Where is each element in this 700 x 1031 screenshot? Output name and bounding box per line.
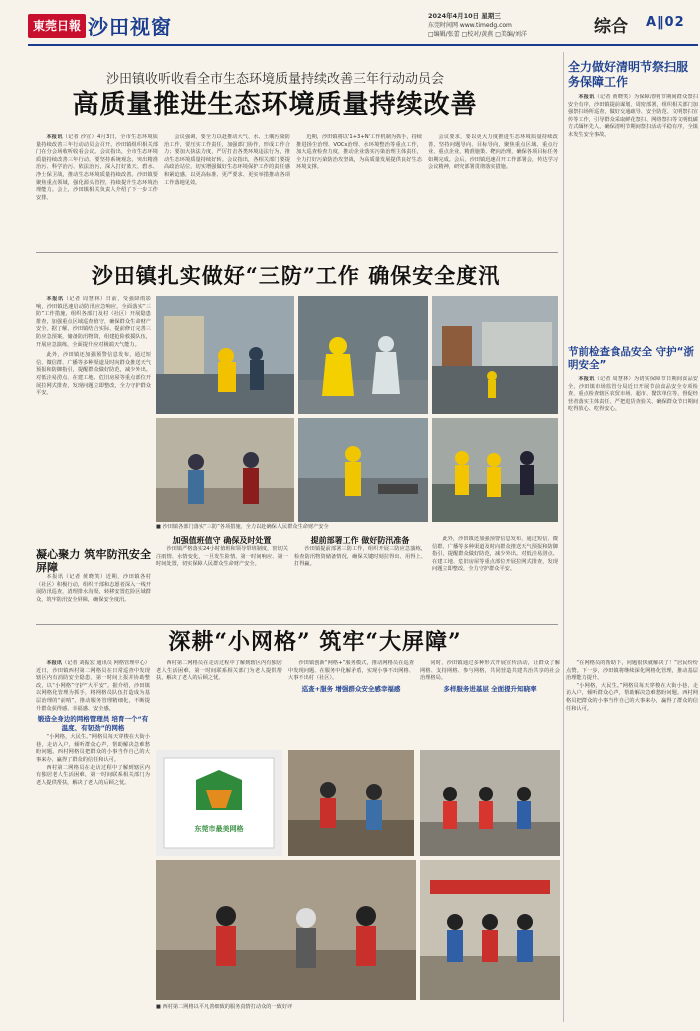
- article2-text-3: 本报讯（记者 黄晓笑）近期，沙田镇各村（社区）积极行动，组织干部和志愿者深入一线开展防汛巡查，清理排水沟渠，转移安置危险区域群众，筑牢防汛安全屏障，确保安全度汛。: [36, 574, 151, 603]
- page-indicator: [594, 12, 698, 38]
- photo-raincoat-workers: [298, 296, 428, 414]
- article3-byline: 本报讯: [46, 660, 62, 666]
- sidebar-title-2: 节前检查食品安全 守护“浙明安全”: [568, 346, 695, 371]
- article1-column-4: [428, 134, 558, 250]
- article1-column-2: [164, 134, 290, 250]
- article1-headline: 高质量推进生态环境质量持续改善: [72, 90, 478, 120]
- article1-text-2: 会议强调，要全力以赴推动大气、水、土壤污染防治工作，要压实工作责任，加强部门协作，形成工作合力；要加大执法力度，严厉打击各类环境违法行为，推动生态环境质量持续好转。会议指出，各相关部门要提高政治站位，切实增强做好生态环境保护工作的责任感和紧迫感，以更高标准、更严要求、更实举措推动各项工作落地见效。: [164, 134, 290, 186]
- publication-date: 2024年4月10日 星期三: [428, 12, 501, 20]
- article2-text-6: 此外，沙田镇还加强预警信息发布，通过短信、微信群、广播等多种渠道及时向群众推送天气预报和防御指引，提醒群众做好防范，减少外出。对低洼易涝点、在建工地、危旧房屋等重点部位开展拉网式排查，发现问题立即整改，全力守护群众平安。: [432, 536, 558, 573]
- article2-column-3: [294, 536, 426, 622]
- article2-subhead-3: 提前部署工作 做好防汛准备: [310, 536, 410, 545]
- newspaper-logo: 東莞日報: [28, 14, 86, 38]
- photo-grid-elderly: [156, 860, 416, 1000]
- article3-column-1: [36, 660, 150, 1020]
- sidebar-byline-2: 本报讯: [578, 376, 595, 382]
- article1-byline: 本报讯: [46, 134, 63, 140]
- photo-grid-visit: [288, 750, 414, 856]
- sidebar-body-1: [568, 94, 698, 340]
- article2-headline: 沙田镇扎实做好“三防”工作 确保安全度汛: [91, 263, 501, 288]
- article3-column-2: [156, 660, 282, 746]
- photo-street-rain: [432, 296, 558, 414]
- article3-subhead-3: 多样服务进基层 全面提升知晓率: [443, 684, 537, 693]
- article1-text-1: （记者 沙宣）4月3日，全市生态环境质量持续改善三年行动动员会召开。沙田镇组织相关部门在分会场收听收看会议。会议指出，全市生态环境质量持续改善三年行动，要坚持系统观念，突出精准治污、科学治污、依法治污，深入打好蓝天、碧水、净土保卫战，推动生态环境质量持续改善。沙田镇要聚焦重点领域，强化源头管控，持续提升生态环境治理能力。会上，沙田镇相关负责人介绍了下一步工作安排。: [36, 134, 158, 201]
- article3-headline: 深耕“小网格” 筑牢“大屏障”: [168, 629, 462, 655]
- article2-column-2: [156, 536, 288, 622]
- article1-text-3: 近期，沙田镇将以'1+3+N'工作机制为抓手，持续推进扬尘治理、VOCs治理、水环境整治等重点工作，加大巡查检查力度，推动企业落实污染治理主体责任，全力打好污染防治攻坚战，为高质量发展提供良好生态环境支撑。: [296, 134, 422, 171]
- article2-subhead-1: 凝心聚力 筑牢防汛安全屏障: [36, 548, 151, 574]
- article1-kicker: 沙田镇收听收看全市生态环境质量持续改善三年行动动员会: [105, 72, 444, 87]
- sidebar-text-2: （记者 周慧林）为切实保障节日期间食品安全，沙田镇市场监管分局近日开展节前食品安全专项检查，重点检查辖区农贸市场、超市、餐饮单位等，督促经营者落实主体责任，严把进货查验关，确保群众节日期间吃得放心、吃得安心。: [568, 376, 698, 413]
- article3-text-7: “小网格，大民生。”网格员每天穿梭在大街小巷，走访入户，倾听群众心声，帮助解决急难愁盼问题。西村网格员把群众的小事当作自己的大事来办，赢得了群众的信任和认可。: [566, 682, 698, 712]
- article1-column-1: [36, 134, 158, 250]
- article2-column-4: [432, 536, 558, 622]
- article3-column-3: [288, 660, 414, 746]
- article2-photo-caption: ■ 沙田镇各部门落实“三防”各项措施，全力以赴确保人民群众生命财产安全: [156, 524, 329, 530]
- grid-sign-text: 东莞市最美网格: [194, 825, 244, 833]
- article3-column-5: [566, 660, 698, 990]
- masthead: [0, 0, 700, 46]
- article3-text-4: 沙田镇创新“网格+”服务模式，推动网格员在巡查中发现问题、在服务中化解矛盾，实现小事不出网格、大事不出村（社区）。: [288, 660, 414, 682]
- photo-grid-volunteers: [420, 860, 560, 1000]
- article2-column-1: [36, 296, 151, 546]
- photo-grid-service: [420, 750, 560, 856]
- article2-subhead-2: 加强值班值守 确保及时处置: [172, 536, 272, 545]
- divider: [36, 252, 558, 253]
- sidebar-text-1: （记者 黄晓笑）为保障清明节期间群众祭扫安全有序，沙田镇提前谋划、周密部署，组织相关部门加强祭扫场所巡查，做好交通疏导、安全防范、文明祭扫宣传等工作，引导群众采取鲜花祭扫、网络祭扫等文明低碳方式缅怀先人，确保清明节期间祭扫活动平稳有序，全镇未发生安全事故。: [568, 94, 698, 138]
- article3-text-1: （记者 刘振宏 通讯员 网格管理中心）近日，沙田镇西村第二网格员在日常巡查中发现辖区内有消防安全隐患，第一时间上报并协助整改，以“小网格”守护“大平安”。据介绍，沙田镇以网格化管理为抓手，将网格员队伍打造成为基层治理的“前哨”，推动服务管理精细化，不断提升群众获得感、幸福感、安全感。: [36, 660, 150, 712]
- sidebar-divider: [563, 52, 564, 1022]
- photo-drainage-check: [298, 418, 428, 522]
- article3-text-3b: 西村第二网格员在走访过程中了解到辖区内有独居老人生活困难，第一时间联系相关部门为老人提供帮扶，解决了老人的后顾之忧。: [156, 660, 282, 682]
- website-line: 东莞时间网 www.timedg.com: [428, 22, 512, 29]
- dateline: [428, 12, 588, 39]
- article1-text-4: 会议要求，要以更大力度推进生态环境质量持续改善，坚持问题导向、目标导向，聚焦重点区域、重点行业、重点企业，精准施策、靶向治理，确保各项目标任务如期完成。会后，沙田镇迅速召开工作部署会，传达学习会议精神，研究部署贯彻落实措施。: [428, 134, 558, 171]
- photo-team-patrol: [432, 418, 558, 522]
- sidebar: [568, 60, 698, 686]
- masthead-rule: [28, 44, 698, 46]
- article3-text-6: “在网格员的帮助下，问题很快就解决了！”居民纷纷点赞。下一步，沙田镇将继续深化网格化管理，推动基层治理能力提升。: [566, 660, 698, 682]
- sidebar-title-1: 全力做好清明节祭扫服务保障工作: [568, 60, 689, 89]
- article3-subhead-1: 锻造全身边的网格管理员 培育一个“有温度、有韧劲”的网格: [37, 715, 149, 732]
- photo-inspection-indoor: [156, 418, 294, 522]
- article2-text-5: 沙田镇提前部署三防工作，组织开展三防应急演练，检查防汛物资储备情况，确保关键时刻拉得出、用得上、打得赢。: [294, 546, 426, 568]
- section-title: 沙田视窗: [88, 15, 172, 39]
- article3-column-4: [420, 660, 560, 746]
- article3-photo-caption: ■ 西村第二网格以平凡善细致的服务真情打动众的一致好评: [156, 1004, 293, 1010]
- article3-text-3: 西村第二网格员在走访过程中了解到辖区内有独居老人生活困难，第一时间联系相关部门为老人提供帮扶，解决了老人的后顾之忧。: [36, 764, 150, 786]
- article3-subhead-2: 巡查+服务 增强群众安全感幸福感: [301, 684, 401, 693]
- sidebar-byline-1: 本报讯: [578, 94, 595, 100]
- editor-line: □编辑/张蕾 □校对/黄燕 □美编/刘洋: [428, 31, 527, 38]
- article2-text-4: 沙田镇严格落实24小时值班和领导带班制度，密切关注雨情、水情变化，一旦发生险情，第一时间响应、第一时间处置，切实保障人民群众生命财产安全。: [156, 546, 288, 568]
- article3-text-5: 同时，沙田镇通过多种形式开展宣传活动，让群众了解网格、支持网格、参与网格，共同营造共建共治共享的社会治理格局。: [420, 660, 560, 682]
- article2-text-2: 此外，沙田镇还加强预警信息发布，通过短信、微信群、广播等多种渠道及时向群众推送天气预报和防御指引，提醒群众做好防范，减少外出。对低洼易涝点、在建工地、危旧房屋等重点部位开展拉网式排查，发现问题立即整改，全力守护群众平安。: [36, 352, 151, 397]
- article1-column-3: [296, 134, 422, 250]
- article3-text-2: “小网格，大民生。”网格员每天穿梭在大街小巷，走访入户，倾听群众心声，帮助解决急难愁盼问题。西村网格员把群众的小事当作自己的大事来办，赢得了群众的信任和认可。: [36, 734, 150, 763]
- article2-column-1b: [36, 548, 151, 622]
- section-label: 综合: [594, 17, 628, 37]
- article2-byline: 本报讯: [46, 296, 64, 302]
- sidebar-body-2: [568, 376, 698, 686]
- photo-grid-sign: [156, 750, 282, 856]
- page-number: A‖02: [646, 15, 685, 30]
- article2-text-1: （记者 周慧林）日前，受强降雨影响，沙田镇迅速启动防汛应急响应，全面落实“三防”工作措施，组织各部门及村（社区）开展隐患排查，加强重点区域巡查值守，确保群众生命财产安全。据了解，沙田镇结合实际，提前修订完善三防应急预案，储备防汛物资，组建抢险救援队伍，开展应急演练，全面提升应对极端天气能力。: [36, 296, 151, 348]
- photo-flood-inspection: [156, 296, 294, 414]
